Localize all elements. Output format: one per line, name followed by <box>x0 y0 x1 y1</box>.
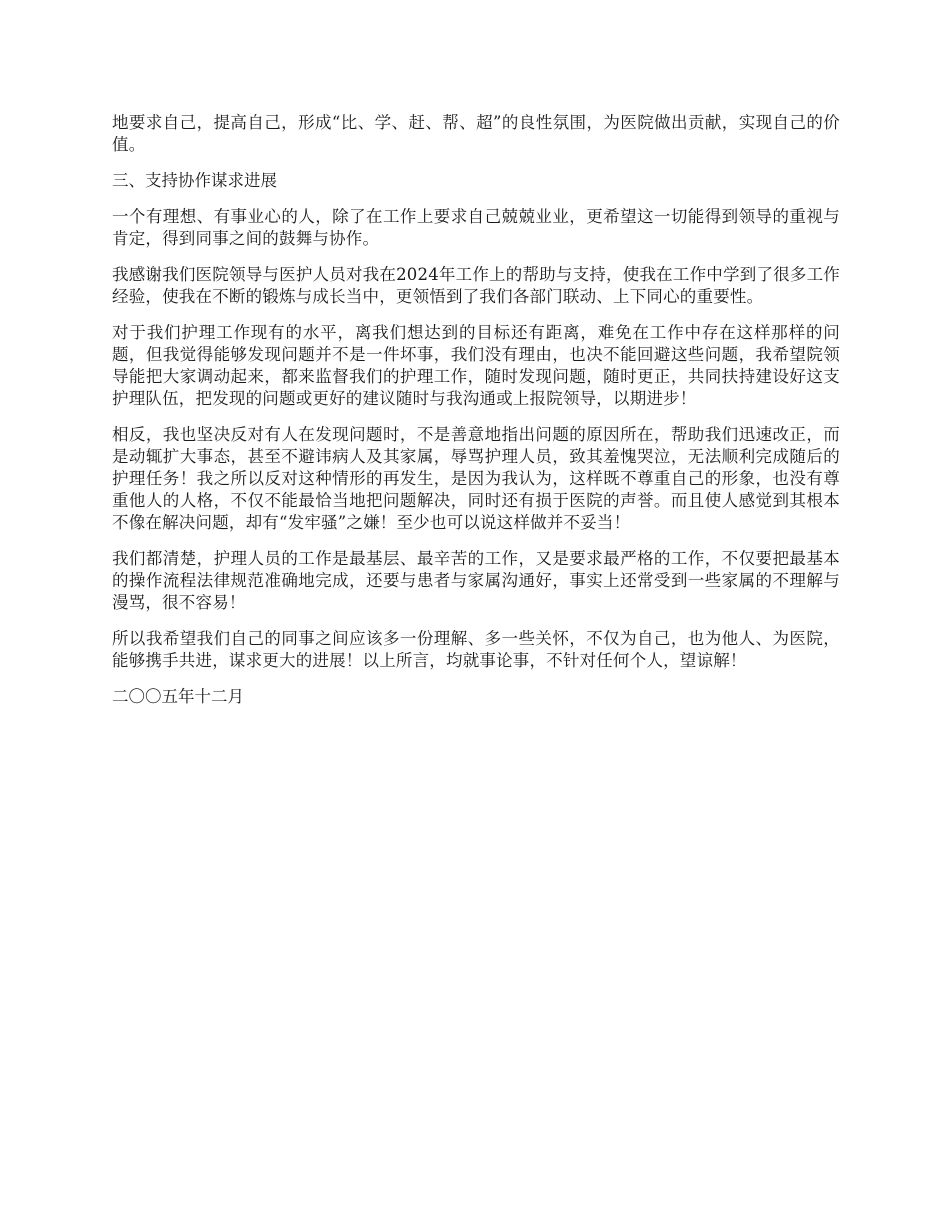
document-body <box>112 112 840 708</box>
paragraph-ideals: 一个有理想、有事业心的人，除了在工作上要求自己兢兢业业，更希望这一切能得到领导的重视与肯定，得到同事之间的鼓舞与协作。 <box>112 207 840 248</box>
section-heading: 三、支持协作谋求进展 <box>112 171 277 190</box>
paragraph-hope: 所以我希望我们自己的同事之间应该多一份理解、多一些关怀，不仅为自己，也为他人、为医院，能够携手共进，谋求更大的进展！以上所言，均就事论事，不针对任何个人，望谅解！ <box>112 629 840 670</box>
paragraph-thanks: 我感谢我们医院领导与医护人员对我在2024年工作上的帮助与支持，使我在工作中学到了很多工作经验，使我在不断的锻炼与成长当中，更领悟到了我们各部门联动、上下同心的重要性。 <box>112 265 840 306</box>
paragraph-contribution: 地要求自己，提高自己，形成“比、学、赶、帮、超”的良性氛围，为医院做出贡献，实现自己的价值。 <box>112 113 840 154</box>
document-date: 二〇〇五年十二月 <box>112 687 244 706</box>
paragraph-nursing-work: 我们都清楚，护理人员的工作是最基层、最辛苦的工作，又是要求最严格的工作，不仅要把最基本的操作流程法律规范准确地完成，还要与患者与家属沟通好，事实上还常受到一些家属的不理解与漫骂，很不容易！ <box>112 549 840 612</box>
paragraph-opposition: 相反，我也坚决反对有人在发现问题时，不是善意地指出问题的原因所在，帮助我们迅速改正，而是动辄扩大事态，甚至不避讳病人及其家属，辱骂护理人员，致其羞愧哭泣，无法顺利完成随后的护理任务！我之所以反对这种情形的再发生，是因为我认为，这样既不尊重自己的形象，也没有尊重他人的人格，不仅不能最恰当地把问题解决，同时还有损于医院的声誉。而且使人感觉到其根本不像在解决问题，却有“发牢骚”之嫌！至少也可以说这样做并不妥当！ <box>112 425 840 532</box>
paragraph-problems: 对于我们护理工作现有的水平，离我们想达到的目标还有距离，难免在工作中存在这样那样的问题，但我觉得能够发现问题并不是一件坏事，我们没有理由，也决不能回避这些问题，我希望院领导能把大家调动起来，都来监督我们的护理工作，随时发现问题，随时更正，共同扶持建设好这支护理队伍，把发现的问题或更好的建议随时与我沟通或上报院领导，以期进步！ <box>112 323 840 408</box>
